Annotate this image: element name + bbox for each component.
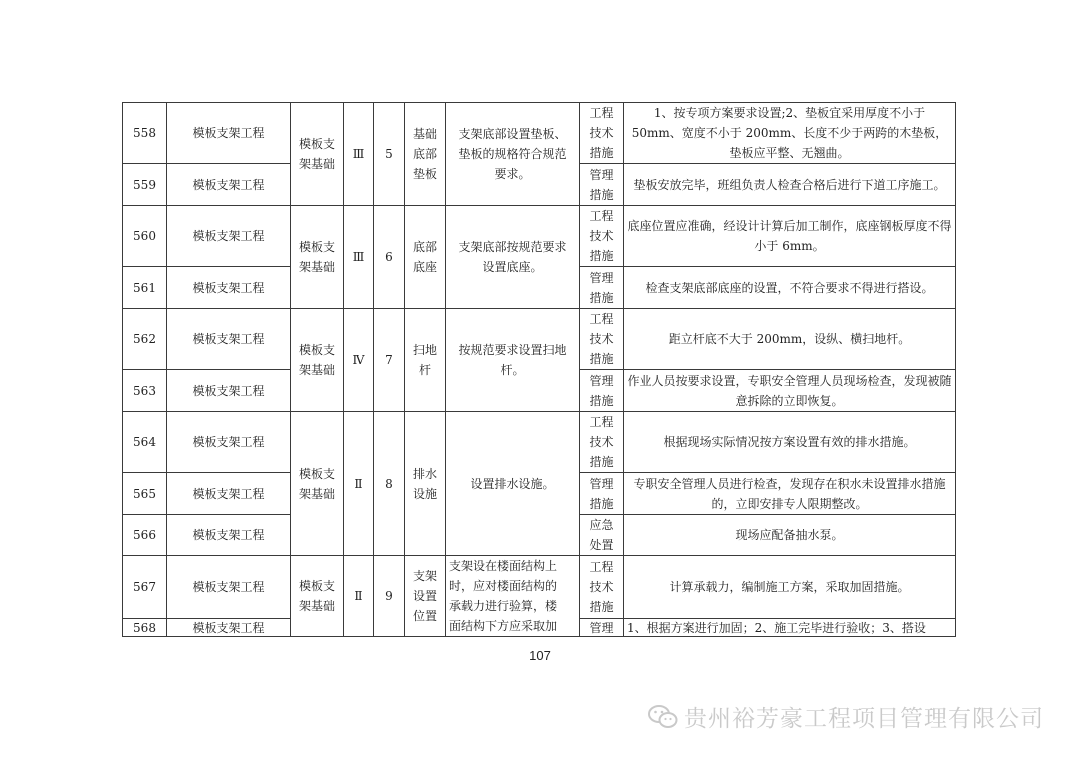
measure-type: 管理 措施 [580, 473, 624, 515]
row-number: 567 [123, 556, 167, 619]
measure-type: 工程 技术 措施 [580, 103, 624, 164]
table-row [123, 556, 956, 619]
category: 模板支 架基础 [291, 412, 344, 556]
risk-level: Ⅲ [344, 103, 374, 206]
item-seq: 5 [374, 103, 405, 206]
measure-text: 计算承载力，编制施工方案，采取加固措施。 [624, 556, 956, 619]
item-seq: 8 [374, 412, 405, 556]
risk-level: Ⅳ [344, 309, 374, 412]
measure-type: 工程 技术 措施 [580, 309, 624, 370]
watermark-text: 贵州裕芳豪工程项目管理有限公司 [684, 706, 1044, 732]
measure-text: 底座位置应准确，经设计计算后加工制作，底座钢板厚度不得小于 6mm。 [624, 206, 956, 267]
item-seq: 6 [374, 206, 405, 309]
check-item: 扫地 杆 [405, 309, 446, 412]
project-name: 模板支架工程 [167, 473, 291, 515]
risk-level: Ⅱ [344, 412, 374, 556]
category: 模板支 架基础 [291, 206, 344, 309]
measure-text: 1、根据方案进行加固；2、施工完毕进行验收；3、搭设 [624, 619, 956, 637]
category: 模板支 架基础 [291, 103, 344, 206]
row-number: 560 [123, 206, 167, 267]
table-row [123, 412, 956, 473]
requirement: 支架设在楼面结构上 时，应对楼面结构的 承载力进行验算，楼 面结构下方应采取加 [446, 556, 580, 637]
project-name: 模板支架工程 [167, 619, 291, 637]
project-name: 模板支架工程 [167, 206, 291, 267]
row-number: 565 [123, 473, 167, 515]
measure-text: 1、按专项方案要求设置;2、垫板宜采用厚度不小于 50mm、宽度不小于 200mm、长度不少于两跨的木垫板，垫板应平整、无翘曲。 [624, 103, 956, 164]
requirement: 支架底部按规范要求 设置底座。 [446, 206, 580, 309]
measure-type: 应急 处置 [580, 515, 624, 556]
measure-type: 工程 技术 措施 [580, 556, 624, 619]
check-item: 底部 底座 [405, 206, 446, 309]
measure-text: 距立杆底不大于 200mm，设纵、横扫地杆。 [624, 309, 956, 370]
risk-level: Ⅱ [344, 556, 374, 637]
category: 模板支 架基础 [291, 556, 344, 637]
row-number: 568 [123, 619, 167, 637]
measure-text: 专职安全管理人员进行检查，发现存在积水未设置排水措施的，立即安排专人限期整改。 [624, 473, 956, 515]
row-number: 561 [123, 267, 167, 309]
measure-text: 检查支架底部底座的设置，不符合要求不得进行搭设。 [624, 267, 956, 309]
table-row [123, 103, 956, 164]
measure-type: 工程 技术 措施 [580, 206, 624, 267]
measure-type: 工程 技术 措施 [580, 412, 624, 473]
row-number: 563 [123, 370, 167, 412]
row-number: 564 [123, 412, 167, 473]
safety-measures-table [122, 102, 956, 637]
project-name: 模板支架工程 [167, 412, 291, 473]
row-number: 558 [123, 103, 167, 164]
measure-text: 垫板安放完毕，班组负责人检查合格后进行下道工序施工。 [624, 164, 956, 206]
project-name: 模板支架工程 [167, 515, 291, 556]
category: 模板支 架基础 [291, 309, 344, 412]
measure-type: 管理 措施 [580, 164, 624, 206]
project-name: 模板支架工程 [167, 309, 291, 370]
watermark [648, 700, 1044, 733]
risk-level: Ⅲ [344, 206, 374, 309]
check-item: 支架 设置 位置 [405, 556, 446, 637]
table-row [123, 309, 956, 370]
measure-type: 管理 措施 [580, 267, 624, 309]
table-row [123, 206, 956, 267]
project-name: 模板支架工程 [167, 103, 291, 164]
project-name: 模板支架工程 [167, 164, 291, 206]
wechat-icon [648, 704, 678, 730]
measure-type: 管理 措施 [580, 370, 624, 412]
requirement: 按规范要求设置扫地 杆。 [446, 309, 580, 412]
check-item: 排水 设施 [405, 412, 446, 556]
row-number: 559 [123, 164, 167, 206]
measure-type: 管理 [580, 619, 624, 637]
page-number: 107 [529, 648, 551, 663]
requirement: 设置排水设施。 [446, 412, 580, 556]
measure-text: 现场应配备抽水泵。 [624, 515, 956, 556]
requirement: 支架底部设置垫板、 垫板的规格符合规范 要求。 [446, 103, 580, 206]
project-name: 模板支架工程 [167, 556, 291, 619]
project-name: 模板支架工程 [167, 370, 291, 412]
item-seq: 9 [374, 556, 405, 637]
item-seq: 7 [374, 309, 405, 412]
row-number: 566 [123, 515, 167, 556]
check-item: 基础 底部 垫板 [405, 103, 446, 206]
project-name: 模板支架工程 [167, 267, 291, 309]
measure-text: 根据现场实际情况按方案设置有效的排水措施。 [624, 412, 956, 473]
row-number: 562 [123, 309, 167, 370]
measure-text: 作业人员按要求设置，专职安全管理人员现场检查，发现被随意拆除的立即恢复。 [624, 370, 956, 412]
